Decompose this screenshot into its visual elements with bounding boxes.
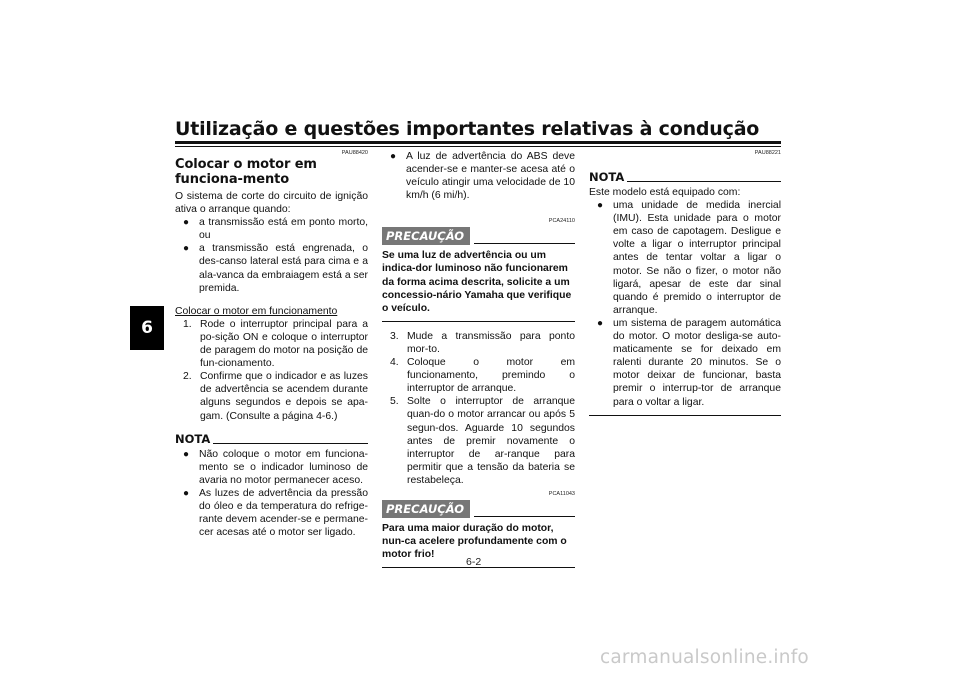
- note-rule: [213, 443, 368, 444]
- list-item: ● Não coloque o motor em funciona-mento se o indicador luminoso de avaria no motor permanecer aceso.: [183, 448, 368, 486]
- caution-header: [382, 227, 575, 245]
- note-rule: [627, 181, 781, 182]
- page-header: [175, 118, 781, 147]
- header-rule-thick: [175, 141, 781, 144]
- watermark: carmanualsonline.info: [600, 647, 809, 668]
- step-item: 5. Solte o interruptor de arranque quan-do o motor arrancar ou após 5 segun-dos. Aguarde 10 segundos antes de premir novamente o interruptor de ar-ranque para permitir que a tensão da bateria se restabeleça.: [390, 396, 575, 486]
- note-label: NOTA: [589, 170, 625, 184]
- section-heading: Colocar o motor em funciona-mento: [175, 157, 317, 187]
- reference-code: PCA24110: [548, 218, 575, 225]
- intro-text: O sistema de corte do circuito de ignição ativa o arranque quando:: [175, 191, 368, 216]
- condition-list: [175, 216, 368, 295]
- step-item: 4. Coloque o motor em funcionamento, premindo o interruptor de arranque.: [390, 357, 575, 395]
- subheading: Colocar o motor em funcionamento: [175, 305, 338, 317]
- header-rule-thin: [175, 146, 781, 147]
- list-item: ● a transmissão está em ponto morto, ou: [183, 217, 368, 242]
- reference-code: PAU88420: [341, 150, 368, 156]
- chapter-tab: 6: [130, 306, 164, 350]
- caution-text: Se uma luz de advertência ou um indica-dor luminoso não funcionarem da forma acima descrita, solicite a um concessio-nário Yamaha que verifique o veículo.: [382, 250, 572, 314]
- bullet-icon: ●: [597, 200, 604, 212]
- list-item: ● A luz de advertência do ABS deve acender-se e manter-se acesa até o veículo atingir uma velocidade de 10 km/h (6 mi/h).: [390, 151, 575, 202]
- steps-list: [382, 330, 575, 487]
- column-3: [589, 150, 781, 416]
- note-label: NOTA: [175, 431, 211, 446]
- bullet-icon: ●: [390, 151, 397, 162]
- reference-code: PAU88221: [754, 150, 781, 156]
- list-item: ● a transmissão está engrenada, o des-canso lateral está para cima e a ala-vanca da embraiagem está a ser premida.: [183, 243, 368, 294]
- step-item: 3. Mude a transmissão para ponto mor-to.: [390, 330, 575, 355]
- caution-label: PRECAUÇÃO: [382, 227, 470, 245]
- column-2: [382, 150, 575, 568]
- bullet-icon: ●: [597, 317, 604, 329]
- note-header: [175, 433, 368, 446]
- page-number: 6-2: [466, 556, 482, 568]
- bullet-icon: ●: [183, 487, 190, 499]
- bullet-icon: ●: [183, 217, 190, 229]
- caution-rule: [474, 243, 575, 244]
- step-item: 2. Confirme que o indicador e as luzes de advertência se acendem durante alguns segundos e depois se apa-gam. (Consulte a página 4-6.): [183, 371, 368, 422]
- caution-label: PRECAUÇÃO: [382, 500, 470, 518]
- note-list: [175, 448, 368, 540]
- reference-code: PCA11043: [548, 490, 575, 497]
- bullet-icon: ●: [183, 448, 190, 460]
- intro-text: Este modelo está equipado com:: [589, 187, 741, 198]
- note-header: [589, 171, 781, 184]
- step-item: 1. Rode o interruptor principal para a po-sição ON e coloque o interruptor de paragem do motor na posição de fun-cionamento.: [183, 318, 368, 370]
- note-list: [589, 199, 781, 409]
- caution-header: [382, 500, 575, 518]
- caution-rule: [474, 516, 575, 517]
- steps-list: [175, 318, 368, 423]
- caution-text: Para uma maior duração do motor, nun-ca acelere profundamente com o motor frio!: [382, 522, 567, 561]
- list-item: ● uma unidade de medida inercial (IMU). Esta unidade para o motor em caso de capotagem. Desligue e volte a ligar o interruptor principal antes de tentar voltar a ligar o motor. Se não o fizer, o motor não ligará, apesar de este dar sinal quando é premido o interruptor de arranque.: [597, 200, 781, 316]
- column-1: [175, 150, 368, 539]
- list-item: ● As luzes de advertência da pressão do óleo e da temperatura do refrige-rante devem acender-se e permane-cer acesas até o motor ser ligado.: [183, 487, 368, 539]
- bullet-icon: ●: [183, 243, 190, 255]
- page-title: Utilização e questões importantes relativas à condução: [175, 118, 760, 140]
- list-item: ● um sistema de paragem automática do motor. O motor desliga-se auto-maticamente se for deixado em ralenti durante 20 minutos. Se o motor deixar de funcionar, basta premir o interrup-tor de arranque para o voltar a ligar.: [597, 317, 781, 408]
- abs-list: [382, 150, 575, 202]
- note-end-rule: [589, 415, 781, 416]
